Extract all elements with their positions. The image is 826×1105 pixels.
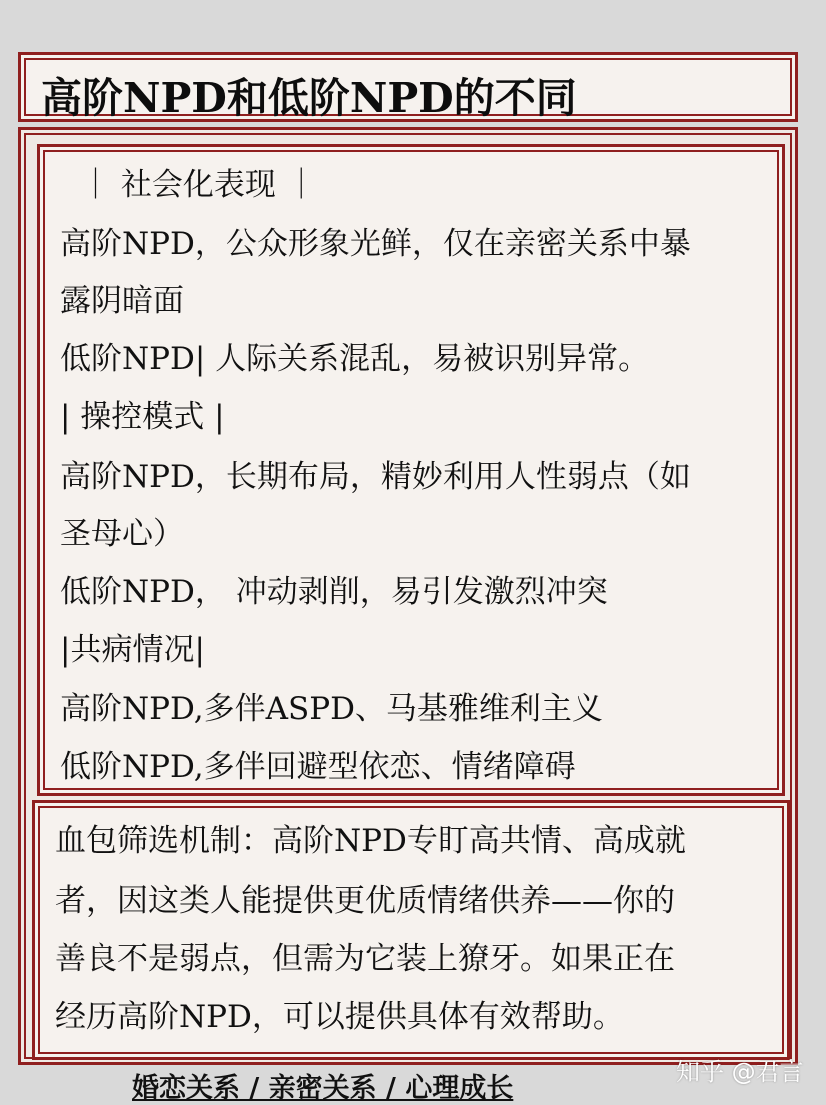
page-title: 高阶NPD和低阶NPD的不同 <box>41 74 577 122</box>
summary-line: 者，因这类人能提供更优质情绪供养——你的 <box>55 883 675 919</box>
summary-line: 经历高阶NPD，可以提供具体有效帮助。 <box>55 999 624 1035</box>
summary-line: 善良不是弱点，但需为它装上獠牙。如果正在 <box>55 941 675 977</box>
section-heading-social: ｜ 社会化表现 ｜ <box>80 167 317 203</box>
section-heading-comorbidity: |共病情况| <box>60 632 205 668</box>
section-heading-manipulation: | 操控模式 | <box>60 399 225 435</box>
summary-line: 血包筛选机制：高阶NPD专盯高共情、高成就 <box>55 823 686 859</box>
content-line: 露阴暗面 <box>60 283 184 319</box>
main-panel <box>18 127 798 1065</box>
content-line: 高阶NPD,多伴ASPD、马基雅维利主义 <box>60 691 603 727</box>
topic-tags[interactable]: 婚恋关系 / 亲密关系 / 心理成长 <box>132 1073 514 1104</box>
content-line: 高阶NPD，公众形象光鲜，仅在亲密关系中暴 <box>60 226 691 262</box>
content-line: 低阶NPD， 冲动剥削，易引发激烈冲突 <box>60 574 608 610</box>
comparison-content-box <box>37 144 785 796</box>
content-line: 低阶NPD,多伴回避型依恋、情绪障碍 <box>60 749 576 785</box>
title-banner <box>18 52 798 122</box>
watermark: 知乎 @君言 <box>676 1058 804 1086</box>
content-line: 高阶NPD，长期布局，精妙利用人性弱点（如 <box>60 459 691 495</box>
content-line: 低阶NPD| 人际关系混乱，易被识别异常。 <box>60 341 650 377</box>
summary-box <box>32 800 790 1060</box>
content-line: 圣母心） <box>60 516 184 552</box>
